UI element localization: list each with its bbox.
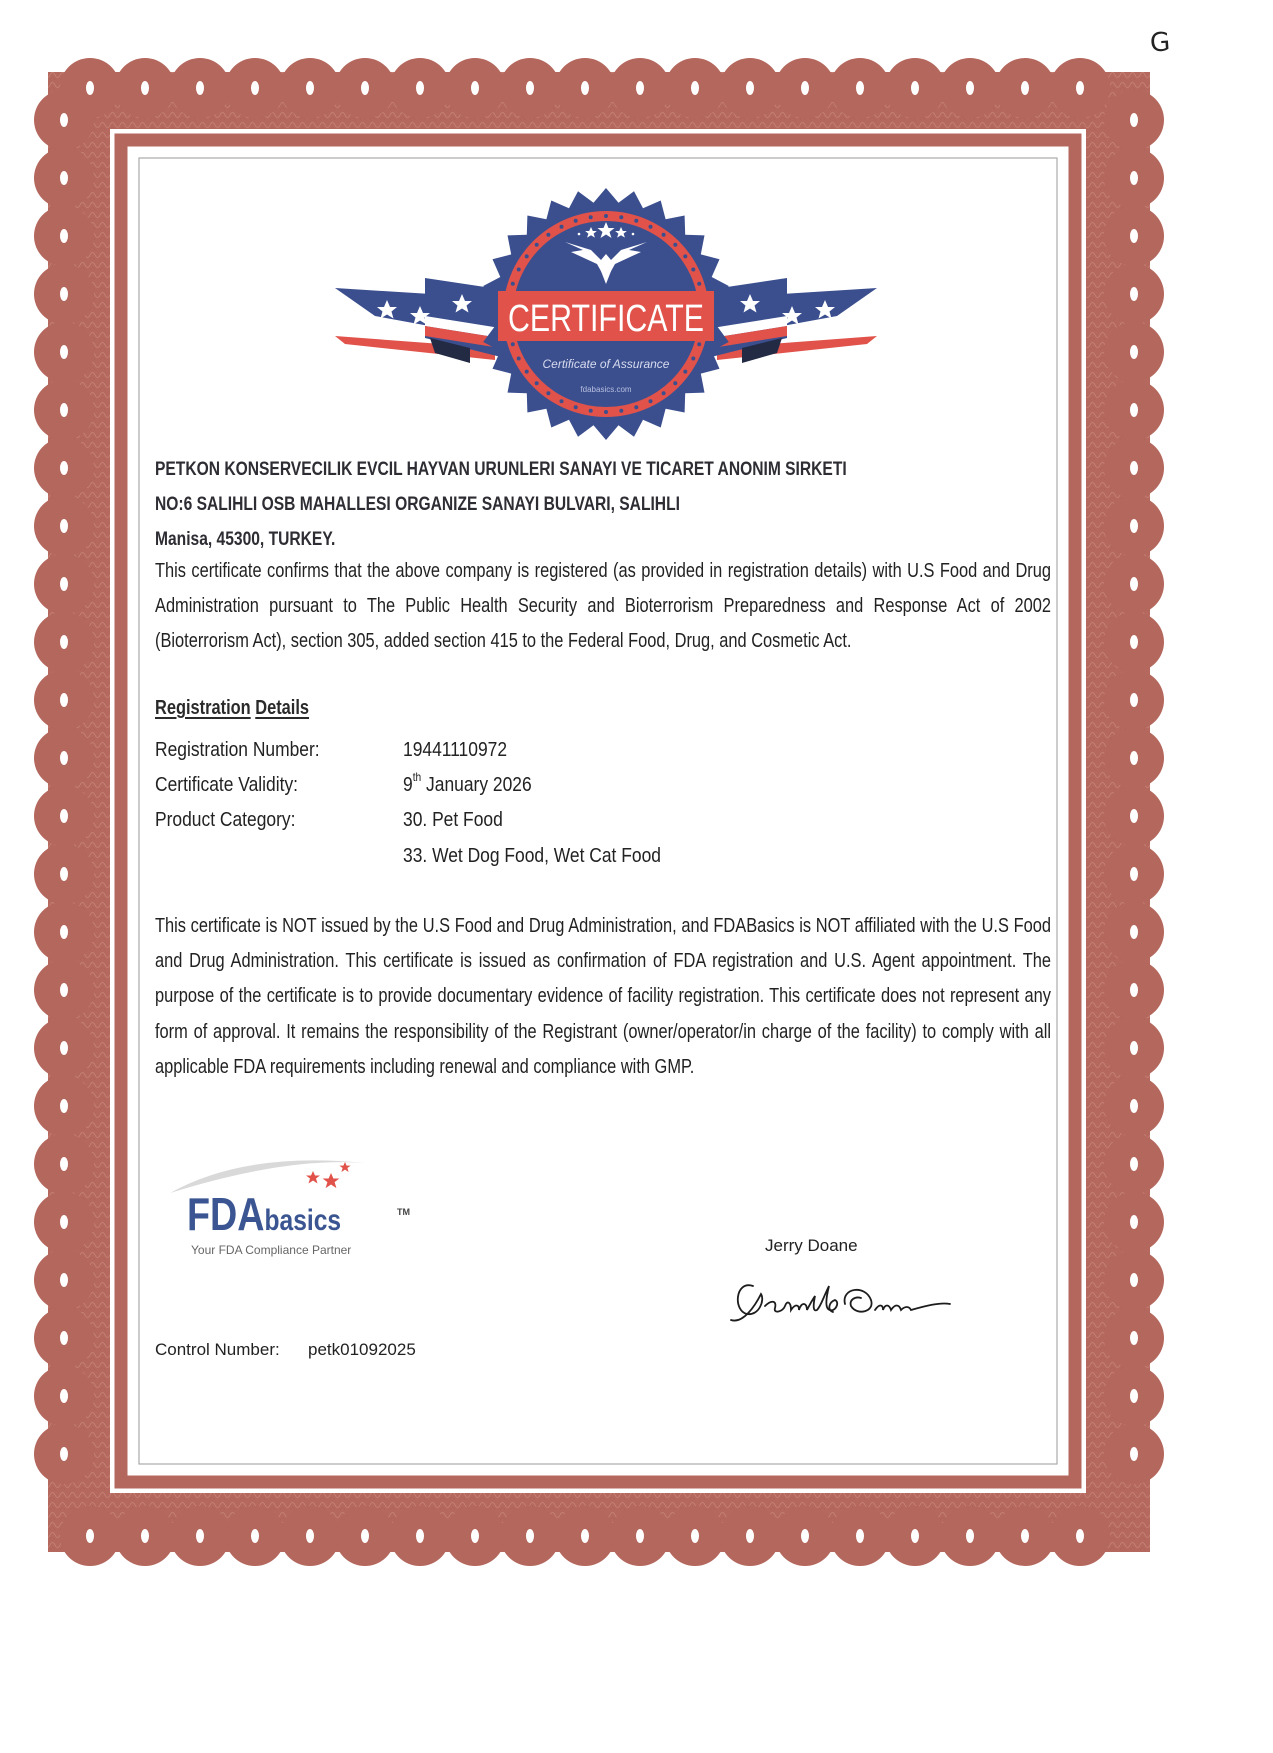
logo-basics: basics (264, 1204, 342, 1237)
seal-dot (517, 268, 521, 272)
border-scallop-hole (251, 81, 259, 95)
seal-dot (560, 225, 564, 229)
border-scallop-hole (1130, 1273, 1138, 1287)
border-scallop-hole (1130, 519, 1138, 533)
validity-month-year: January 2026 (421, 773, 532, 797)
validity-day-suffix: th (412, 770, 422, 785)
border-scallop-hole (1076, 1529, 1084, 1543)
border-scallop-hole (60, 635, 68, 649)
seal-dot (535, 381, 539, 385)
border-scallop-hole (60, 1157, 68, 1171)
border-scallop-hole (911, 81, 919, 95)
border-scallop-hole (60, 229, 68, 243)
signature-image (725, 1270, 955, 1330)
registration-row (155, 803, 706, 838)
border-scallop-hole (746, 81, 754, 95)
badge-website: fdabasics.com (580, 385, 632, 394)
border-scallop-hole (1130, 1099, 1138, 1113)
logo-tagline: Your FDA Compliance Partner (191, 1243, 352, 1257)
border-scallop-hole (1130, 1215, 1138, 1229)
border-scallop-hole (636, 1529, 644, 1543)
logo-trademark: TM (397, 1207, 410, 1217)
border-scallop-hole (1130, 693, 1138, 707)
border-scallop-hole (1130, 1331, 1138, 1345)
fdabasics-logo (165, 1155, 485, 1265)
border-scallop-hole (1076, 81, 1084, 95)
border-scallop-hole (1130, 1447, 1138, 1461)
seal-dot (574, 405, 578, 409)
registration-heading-word2: Details (255, 697, 310, 719)
border-scallop-hole (306, 81, 314, 95)
badge-subtitle: Certificate of Assurance (542, 357, 670, 371)
border-scallop-hole (306, 1529, 314, 1543)
seal-dot (546, 233, 550, 237)
border-scallop-hole (691, 81, 699, 95)
product-category-value-1: 30. Pet Food (403, 808, 503, 832)
border-scallop-hole (526, 81, 534, 95)
company-block (155, 452, 1055, 557)
seal-dot (683, 370, 687, 374)
border-scallop-hole (1130, 1157, 1138, 1171)
border-scallop-hole (416, 81, 424, 95)
border-scallop-hole (856, 1529, 864, 1543)
product-category-label: Product Category: (155, 808, 296, 832)
border-scallop-hole (60, 809, 68, 823)
border-scallop-hole (526, 1529, 534, 1543)
company-name: PETKON KONSERVECILIK EVCIL HAYVAN URUNLERI SANAYI VE TICARET ANONIM SIRKETI (155, 458, 847, 480)
seal-dot (619, 409, 623, 413)
border-scallop-hole (60, 1331, 68, 1345)
border-scallop-hole (60, 751, 68, 765)
badge-graphic (335, 188, 877, 440)
border-scallop-hole (60, 113, 68, 127)
border-scallop-hole (60, 867, 68, 881)
seal-dot (673, 381, 677, 385)
seal-dot (619, 215, 623, 219)
seal-dot (574, 219, 578, 223)
seal-dot (604, 410, 608, 414)
seal-dot (691, 268, 695, 272)
border-scallop-hole (60, 925, 68, 939)
border-scallop-hole (60, 287, 68, 301)
seal-dot (697, 282, 701, 286)
seal-dot (511, 282, 515, 286)
control-number-label: Control Number: (155, 1340, 280, 1359)
border-scallop-hole (746, 1529, 754, 1543)
border-scallop-hole (1130, 809, 1138, 823)
border-scallop-hole (196, 1529, 204, 1543)
seal-dot (662, 391, 666, 395)
seal-dot (589, 409, 593, 413)
certificate-badge (335, 188, 877, 440)
seal-dot (673, 243, 677, 247)
validity-day: 9 (403, 773, 413, 797)
seal-dot (634, 219, 638, 223)
seal-dot (683, 254, 687, 258)
border-scallop-hole (1130, 1389, 1138, 1403)
border-scallop-hole (1130, 635, 1138, 649)
seal-dot (662, 233, 666, 237)
border-scallop-hole (60, 1447, 68, 1461)
border-scallop-hole (60, 403, 68, 417)
border-scallop-hole (416, 1529, 424, 1543)
border-scallop-hole (60, 1273, 68, 1287)
seal-dot (649, 225, 653, 229)
registration-heading (155, 697, 309, 720)
seal-dot (697, 342, 701, 346)
border-scallop-hole (1130, 867, 1138, 881)
handwritten-page-mark: G (1148, 27, 1172, 59)
border-scallop-hole (1130, 1041, 1138, 1055)
border-scallop-hole (60, 519, 68, 533)
seal-dot (604, 214, 608, 218)
border-scallop-hole (141, 81, 149, 95)
border-scallop-hole (801, 81, 809, 95)
seal-dot (649, 399, 653, 403)
border-scallop-hole (86, 1529, 94, 1543)
border-scallop-hole (1130, 171, 1138, 185)
border-scallop-hole (471, 1529, 479, 1543)
logo-wordmark (187, 1188, 342, 1244)
company-address-line2: Manisa, 45300, TURKEY. (155, 528, 336, 550)
border-scallop-hole (1021, 81, 1029, 95)
border-scallop-hole (966, 81, 974, 95)
seal-dot (535, 243, 539, 247)
product-category-value-2: 33. Wet Dog Food, Wet Cat Food (403, 843, 661, 867)
registration-row (155, 732, 706, 767)
border-scallop-hole (1130, 403, 1138, 417)
border-scallop-hole (1130, 983, 1138, 997)
seal-dot (517, 357, 521, 361)
signatory-name: Jerry Doane (765, 1236, 858, 1255)
seal-dot (691, 357, 695, 361)
border-scallop-hole (471, 81, 479, 95)
seal-dot (511, 342, 515, 346)
border-scallop-hole (1130, 287, 1138, 301)
border-scallop-hole (141, 1529, 149, 1543)
border-scallop-hole (196, 81, 204, 95)
border-scallop-hole (60, 345, 68, 359)
seal-dot (560, 399, 564, 403)
seal-dot (525, 370, 529, 374)
border-scallop-hole (1130, 461, 1138, 475)
registration-row (155, 838, 706, 873)
right-ribbon (707, 278, 877, 363)
seal-dot (589, 215, 593, 219)
border-scallop-hole (636, 81, 644, 95)
seal (480, 188, 732, 440)
intro-paragraph: This certificate confirms that the above company is registered (as provided in registration details) with U.S Food and Drug Administration pursuant to The Public Health Security and Bioterrorism Preparedness and Response Act of 2002 (Bioterrorism Act), section 305, added section 415 to the Federal Food, Drug, and Cosmetic Act. (155, 559, 1051, 653)
border-scallop-hole (691, 1529, 699, 1543)
registration-heading-word1: Registration (155, 697, 251, 719)
border-scallop-hole (1130, 345, 1138, 359)
border-scallop-hole (1130, 577, 1138, 591)
certificate-validity-label: Certificate Validity: (155, 773, 298, 797)
border-scallop-hole (1130, 751, 1138, 765)
border-scallop-hole (60, 983, 68, 997)
registration-number-value: 19441110972 (403, 737, 508, 761)
left-ribbon (335, 278, 505, 363)
logo-stars-icon (305, 1161, 355, 1189)
seal-dot (525, 254, 529, 258)
registration-number-label: Registration Number: (155, 737, 320, 761)
border-scallop-hole (966, 1529, 974, 1543)
border-scallop-hole (60, 693, 68, 707)
badge-title: CERTIFICATE (508, 298, 704, 340)
border-scallop-hole (1130, 925, 1138, 939)
border-scallop-hole (1130, 229, 1138, 243)
border-scallop-hole (1021, 1529, 1029, 1543)
border-scallop-hole (60, 461, 68, 475)
border-scallop-hole (361, 1529, 369, 1543)
seal-dot (634, 405, 638, 409)
border-scallop-hole (251, 1529, 259, 1543)
border-scallop-hole (361, 81, 369, 95)
border-scallop-hole (856, 81, 864, 95)
company-address-line1: NO:6 SALIHLI OSB MAHALLESI ORGANIZE SANAYI BULVARI, SALIHLI (155, 493, 680, 515)
seal-dot (546, 391, 550, 395)
disclaimer-paragraph: This certificate is NOT issued by the U.S Food and Drug Administration, and FDABasics is NOT affiliated with the U.S Food and Drug Administration. This certificate is issued as confirmation of FDA registration and U.S. Agent appointment. The purpose of the certificate is to provide documentary evidence of facility registration. This certificate does not represent any form of approval. It remains the responsibility of the Registrant (owner/operator/in charge of the facility) to comply with all applicable FDA requirements including renewal and compliance with GMP. (155, 914, 1051, 1078)
border-scallop-hole (911, 1529, 919, 1543)
border-scallop-hole (801, 1529, 809, 1543)
border-scallop-hole (60, 1041, 68, 1055)
border-scallop-hole (60, 577, 68, 591)
border-scallop-hole (581, 81, 589, 95)
border-scallop-hole (86, 81, 94, 95)
registration-row (155, 767, 706, 802)
logo-fda: FDA (187, 1188, 265, 1240)
border-scallop-hole (581, 1529, 589, 1543)
registration-details (155, 732, 706, 874)
border-scallop-hole (60, 1389, 68, 1403)
border-scallop-hole (1130, 113, 1138, 127)
border-scallop-hole (60, 171, 68, 185)
border-scallop-hole (60, 1099, 68, 1113)
control-number-value: petk01092025 (308, 1340, 416, 1359)
border-scallop-hole (60, 1215, 68, 1229)
certificate-validity-value (403, 770, 554, 797)
control-number (155, 1340, 416, 1360)
